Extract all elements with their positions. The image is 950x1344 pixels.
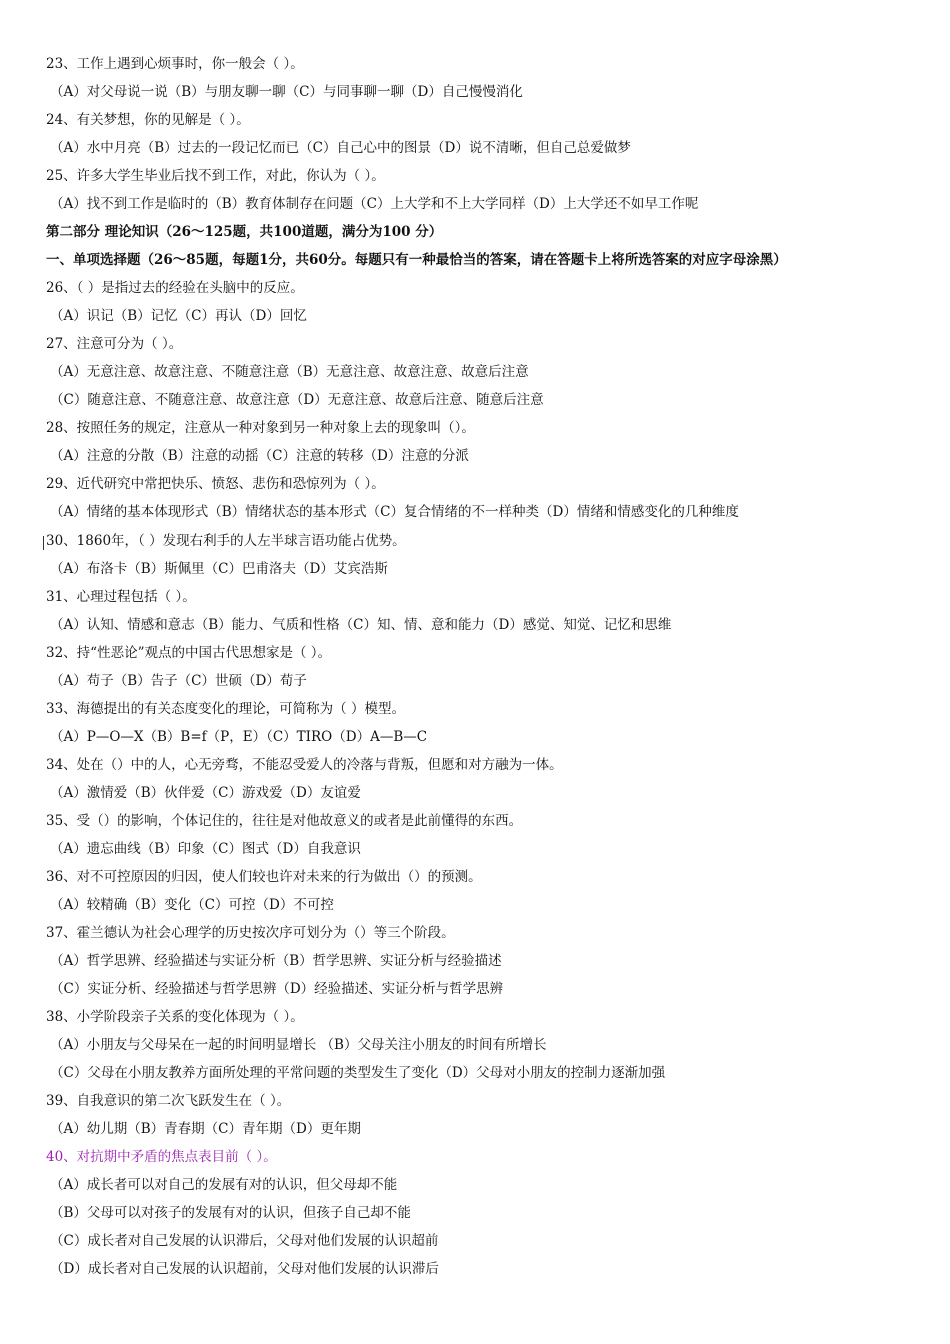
options-25: （A）找不到工作是临时的（B）教育体制存在问题（C）上大学和不上大学同样（D）上大学还不如早工作呢 <box>50 196 699 212</box>
question-33: 33、海德提出的有关态度变化的理论，可简称为（ ）模型。 <box>46 701 405 717</box>
options-38-cd: （C）父母在小朋友教养方面所处理的平常问题的类型发生了变化（D）父母对小朋友的控制力逐渐加强 <box>50 1065 666 1081</box>
options-33: （A）P—O—X（B）B=f（P，E）（C）TIRO（D）A—B—C <box>50 729 428 745</box>
option-40-d: （D）成长者对自己发展的认识超前，父母对他们发展的认识滞后 <box>50 1261 439 1277</box>
question-29: 29、近代研究中常把快乐、愤怒、悲伤和恐惊列为（ ）。 <box>46 476 385 492</box>
options-35: （A）遗忘曲线（B）印象（C）图式（D）自我意识 <box>50 841 361 857</box>
question-31: 31、心理过程包括（ ）。 <box>46 589 196 605</box>
options-38-ab: （A）小朋友与父母呆在一起的时间明显增长 （B）父母关注小朋友的时间有所增长 <box>50 1037 547 1053</box>
question-30: 30、1860年，（ ）发现右利手的人左半球言语功能占优势。 <box>46 533 406 549</box>
options-27-cd: （C）随意注意、不随意注意、故意注意（D）无意注意、故意后注意、随意后注意 <box>50 392 544 408</box>
question-34: 34、处在（）中的人，心无旁骛，不能忍受爱人的冷落与背叛，但愿和对方融为一体。 <box>46 757 563 773</box>
option-40-c: （C）成长者对自己发展的认识滞后，父母对他们发展的认识超前 <box>50 1233 439 1249</box>
subsection-heading: 一、单项选择题（26～85题，每题1分，共60分。每题只有一种最恰当的答案，请在答题卡上将所选答案的对应字母涂黑） <box>46 252 787 268</box>
question-37: 37、霍兰德认为社会心理学的历史按次序可划分为（）等三个阶段。 <box>46 925 455 941</box>
options-27-ab: （A）无意注意、故意注意、不随意注意（B）无意注意、故意注意、故意后注意 <box>50 364 529 380</box>
options-29: （A）情绪的基本体现形式（B）情绪状态的基本形式（C）复合情绪的不一样种类（D）情绪和情感变化的几种维度 <box>50 504 739 520</box>
question-25: 25、许多大学生毕业后找不到工作，对此，你认为（ ）。 <box>46 168 385 184</box>
option-40-a: （A）成长者可以对自己的发展有对的认识，但父母却不能 <box>50 1177 398 1193</box>
options-31: （A）认知、情感和意志（B）能力、气质和性格（C）知、情、意和能力（D）感觉、知觉、记忆和思维 <box>50 617 672 633</box>
question-28: 28、按照任务的规定，注意从一种对象到另一种对象上去的现象叫（）。 <box>46 420 475 436</box>
options-34: （A）激情爱（B）伙伴爱（C）游戏爱（D）友谊爱 <box>50 785 361 801</box>
question-23: 23、工作上遇到心烦事时，你一般会（ ）。 <box>46 56 304 72</box>
option-40-b: （B）父母可以对孩子的发展有对的认识，但孩子自己却不能 <box>50 1205 411 1221</box>
question-24: 24、有关梦想，你的见解是（ ）。 <box>46 112 250 128</box>
question-39: 39、自我意识的第二次飞跃发生在（ ）。 <box>46 1093 291 1109</box>
question-36: 36、对不可控原因的归因，使人们较也许对未来的行为做出（）的预测。 <box>46 869 482 885</box>
options-36: （A）较精确（B）变化（C）可控（D）不可控 <box>50 897 334 913</box>
question-26: 26、（ ）是指过去的经验在头脑中的反应。 <box>46 280 304 296</box>
question-27: 27、注意可分为（ ）。 <box>46 336 183 352</box>
options-37-ab: （A）哲学思辨、经验描述与实证分析（B）哲学思辨、实证分析与经验描述 <box>50 953 502 969</box>
question-38: 38、小学阶段亲子关系的变化体现为（ ）。 <box>46 1009 304 1025</box>
options-28: （A）注意的分散（B）注意的动摇（C）注意的转移（D）注意的分派 <box>50 448 469 464</box>
text-cursor <box>43 536 44 550</box>
section-heading: 第二部分 理论知识（26～125题，共100道题，满分为100 分） <box>46 224 443 240</box>
options-23: （A）对父母说一说（B）与朋友聊一聊（C）与同事聊一聊（D）自己慢慢消化 <box>50 84 523 100</box>
question-40: 40、对抗期中矛盾的焦点表目前（ ）。 <box>46 1149 277 1165</box>
options-24: （A）水中月亮（B）过去的一段记忆而已（C）自己心中的图景（D）说不清晰，但自己总爱做梦 <box>50 140 631 156</box>
options-26: （A）识记（B）记忆（C）再认（D）回忆 <box>50 308 307 324</box>
options-37-cd: （C）实证分析、经验描述与哲学思辨（D）经验描述、实证分析与哲学思辨 <box>50 981 504 997</box>
question-35: 35、受（）的影响，个体记住的，往往是对他故意义的或者是此前懂得的东西。 <box>46 813 523 829</box>
options-32: （A）苟子（B）告子（C）世硕（D）荀子 <box>50 673 307 689</box>
options-39: （A）幼儿期（B）青春期（C）青年期（D）更年期 <box>50 1121 361 1137</box>
question-32: 32、持“性恶论”观点的中国古代思想家是（ ）。 <box>46 645 332 661</box>
options-30: （A）布洛卡（B）斯佩里（C）巴甫洛夫（D）艾宾浩斯 <box>50 561 388 577</box>
